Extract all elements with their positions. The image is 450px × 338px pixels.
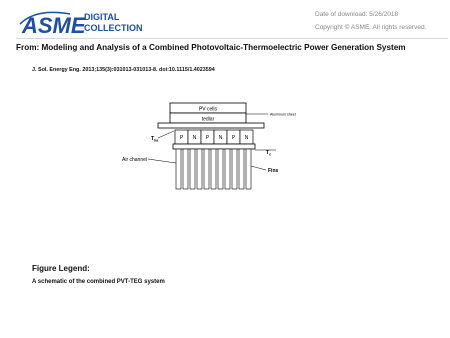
teg-leg-label: N — [244, 135, 249, 141]
teg-leg-label: N — [218, 135, 223, 141]
article-citation[interactable]: J. Sol. Energy Eng. 2013;135(3):031013-031013-8. doi:10.1115/1.4023594 — [32, 67, 215, 73]
cold-plate — [173, 144, 255, 149]
teg-leg-label: N — [192, 135, 197, 141]
teg-leg-label: P — [231, 135, 236, 141]
aluminum-sheet — [158, 123, 264, 128]
copyright-notice: Copyright © ASME. All rights reserved. — [315, 24, 427, 31]
fins-leader — [251, 166, 266, 170]
teg-legs — [175, 130, 253, 144]
logo-digital: DIGITAL — [84, 12, 120, 22]
logo-wordmark: ASME — [22, 13, 86, 38]
figure-legend-text: A schematic of the combined PVT-TEG system — [32, 279, 165, 285]
download-meta — [315, 8, 426, 34]
tedlar-label: tedlar — [201, 116, 215, 123]
download-date: Date of download: 5/26/2018 — [315, 11, 399, 18]
fin — [211, 149, 216, 189]
aluminum-sheet-label: Aluminum sheet — [270, 112, 296, 117]
figure-legend-heading: Figure Legend: — [32, 264, 90, 273]
heat-sink-fins — [176, 149, 251, 189]
fin — [176, 149, 181, 189]
fin — [232, 149, 237, 189]
fin — [197, 149, 202, 189]
fin — [225, 149, 230, 189]
header-divider — [16, 38, 448, 39]
air-channel-label: Air channel — [122, 157, 148, 163]
teg-leg-label: P — [205, 135, 210, 141]
air-channel-leader — [148, 159, 176, 163]
fin — [183, 149, 188, 189]
logo-collection: COLLECTION — [84, 23, 143, 33]
asme-logo — [16, 6, 156, 38]
fin — [190, 149, 195, 189]
fin — [218, 149, 223, 189]
t-hot-leader — [158, 131, 174, 138]
fins-label: Fins — [268, 168, 279, 174]
t-hot-label: $T_{ha}$ — [151, 136, 159, 143]
article-title: From: Modeling and Analysis of a Combined Photovoltaic-Thermoelectric Power Generation System — [16, 43, 406, 52]
fin — [239, 149, 244, 189]
pv-cells-label: PV cells — [198, 106, 218, 113]
pvt-teg-schematic — [118, 97, 296, 209]
t-cold-label: $T_c$ — [266, 150, 272, 157]
fin — [204, 149, 209, 189]
teg-leg-label: P — [179, 135, 184, 141]
fin — [246, 149, 251, 189]
